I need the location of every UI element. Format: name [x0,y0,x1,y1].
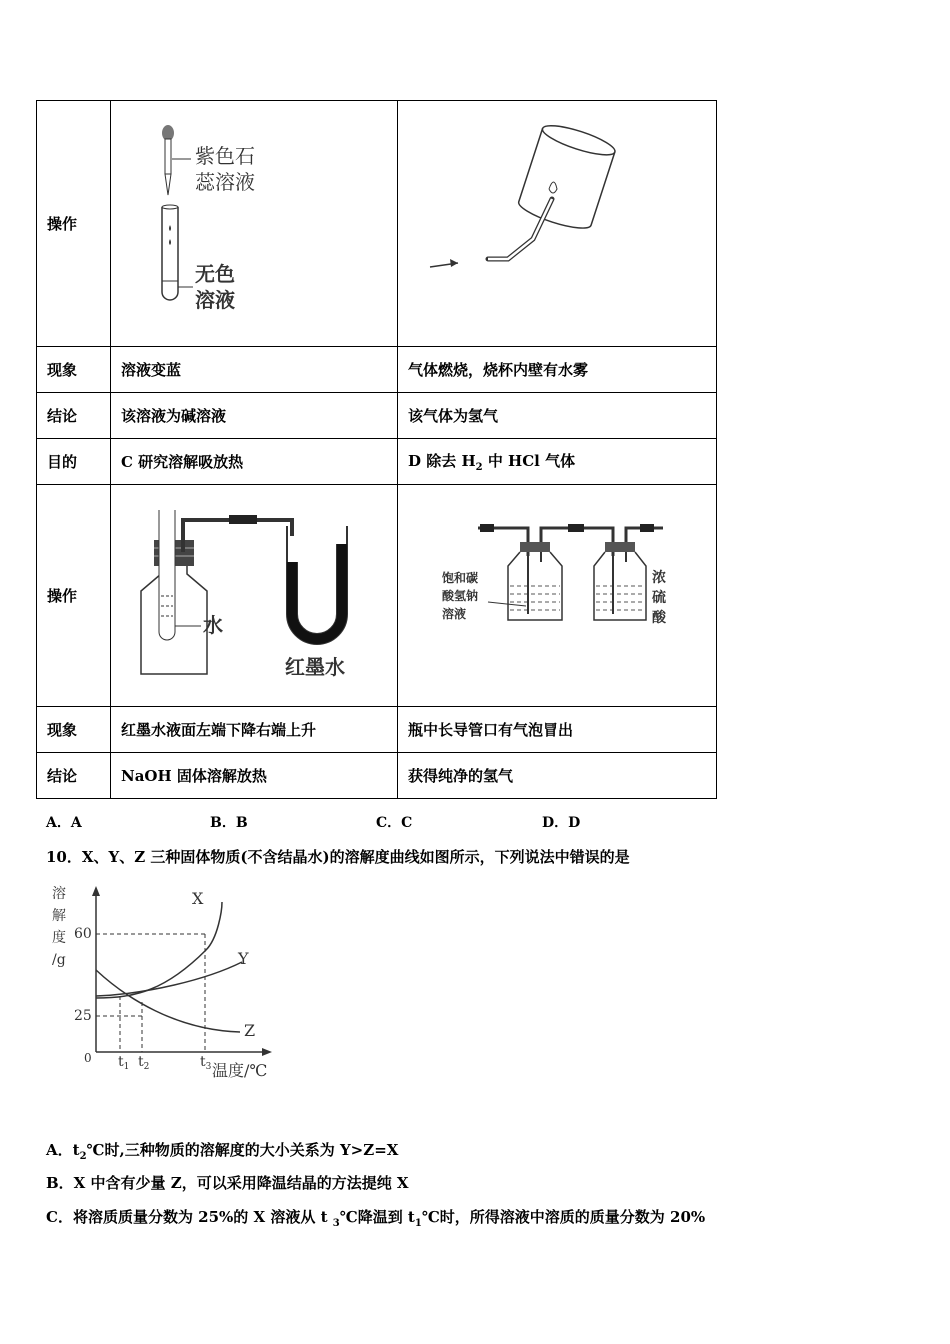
curve-z [96,970,240,1032]
experiment-table [36,100,717,799]
x-axis-arrow [262,1048,272,1056]
t3-label: $t_3$ [200,1054,212,1072]
solution-2 [596,586,644,610]
row-label: 现象 [37,707,111,753]
label-litmus-1: 紫色石 [195,143,255,168]
rubber-joint [229,515,257,524]
cell: 溶液变蓝 [111,347,398,393]
label-colorless-2: 溶液 [195,287,235,312]
test-tube-mouth [162,205,178,209]
cell: 瓶中长导管口有气泡冒出 [398,707,717,753]
gas-washing-bottles-figure [408,516,708,676]
cell [398,439,717,485]
table-row [37,485,717,707]
row-label: 操作 [37,101,111,347]
q10-option-c[interactable]: C．将溶质质量分数为 25%的 X 溶液从 t $_3$℃降温到 $t_1℃$时，所得溶液中溶质的质量分数为 20% [46,1208,706,1229]
solubility-graph [46,880,286,1085]
flame [549,182,557,193]
origin-label: 0 [84,1051,92,1065]
figure-a-cell [111,101,398,347]
cell: 该溶液为碱溶液 [111,393,398,439]
stopper [605,542,635,552]
dropper-testtube-figure [121,109,321,339]
label-h2so4-2: 硫 [652,589,666,606]
curve-y-label: Y [238,949,249,968]
row-label: 操作 [37,485,111,707]
rubber-joint [480,524,494,532]
row-label: 结论 [37,753,111,799]
drop [169,239,171,245]
cell: 该气体为氢气 [398,393,717,439]
option-a[interactable]: A．A [46,815,82,831]
table-row [37,753,717,799]
tick-60: 60 [74,926,92,942]
rubber-joint [568,524,584,532]
x-axis-label: 温度/℃ [212,1061,268,1080]
option-c[interactable]: C．C [376,815,413,831]
curve-x [96,902,222,998]
t1-label: $t_1$ [118,1054,130,1072]
u-tube-inner [297,544,337,634]
beaker-bottom [540,119,618,160]
cell: C 研究溶解吸放热 [111,439,398,485]
link-tube [541,528,613,556]
dropper-tip [165,174,171,195]
row-label: 目的 [37,439,111,485]
table-row [37,439,717,485]
cell: 气体燃烧，烧杯内壁有水雾 [398,347,717,393]
tick-25: 25 [74,1008,92,1024]
cell: NaOH 固体溶解放热 [111,753,398,799]
y-label-4: /g [52,952,66,968]
beaker-over-flame-figure [408,109,708,339]
label-h2so4-1: 浓 [652,569,666,586]
label-nahco3-3: 溶液 [442,606,467,621]
figure-d-cell [398,485,717,707]
option-d[interactable]: D．D [542,815,581,831]
curve-z-label: Z [244,1021,256,1040]
q10-stem: 10．X、Y、Z 三种固体物质(不含结晶水)的溶解度曲线如图所示，下列说法中错误的是 [46,848,630,866]
flask-utube-figure [121,496,391,696]
curve-y [96,962,242,996]
y-axis-arrow [92,886,100,896]
row-label: 结论 [37,393,111,439]
label-water: 水 [203,612,223,637]
dropper-body [165,139,171,174]
y-label-1: 溶 [52,886,66,902]
table-row [37,393,717,439]
table-row [37,347,717,393]
curve-x-label: X [192,889,204,908]
solution-1 [510,586,560,610]
text: D 除去 H [408,452,476,470]
label-colorless-1: 无色 [195,261,235,286]
label-litmus-2: 蕊溶液 [195,169,255,194]
figure-b-cell [398,101,717,347]
cell: 红墨水液面左端下降右端上升 [111,707,398,753]
rubber-joint [640,524,654,532]
label-nahco3-1: 饱和碳 [442,570,479,585]
row-label: 现象 [37,347,111,393]
label-red-ink: 红墨水 [285,654,345,679]
pointer-line [488,602,526,606]
t2-label: $t_2$ [138,1054,150,1072]
guide-lines [96,934,205,1052]
text: 中 HCl 气体 [482,452,576,470]
inner-test-tube [159,510,175,640]
table-row [37,101,717,347]
option-b[interactable]: B．B [210,815,248,831]
q10-option-a[interactable]: A．$t_2℃$时,三种物质的溶解度的大小关系为 Y>Z=X [46,1141,399,1162]
y-label-3: 度 [52,930,66,946]
red-ink [287,544,347,644]
subscript: 2 [475,462,483,473]
test-tube [162,207,178,300]
y-label-2: 解 [52,908,66,924]
q10-option-b[interactable]: B．X 中含有少量 Z，可以采用降温结晶的方法提纯 X [46,1174,409,1192]
stopper [520,542,550,552]
arrow-head [450,259,458,267]
figure-c-cell [111,485,398,707]
table-row [37,707,717,753]
label-h2so4-3: 酸 [652,609,666,626]
cell: 获得纯净的氢气 [398,753,717,799]
label-nahco3-2: 酸氢钠 [442,588,479,603]
drop [169,225,171,231]
gas-tube-inner [488,199,552,259]
connecting-tube [183,520,292,552]
